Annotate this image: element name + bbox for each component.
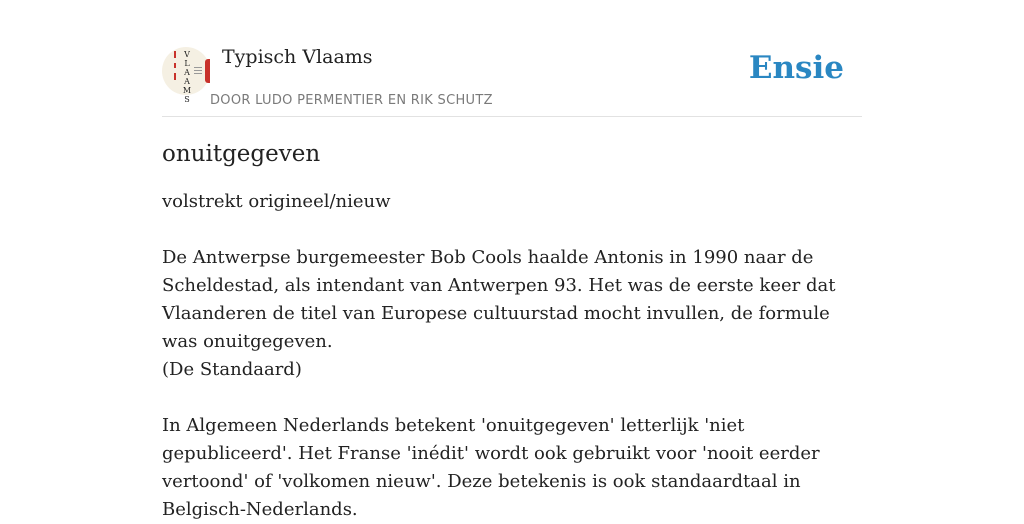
book-authors: DOOR LUDO PERMENTIER EN RIK SCHUTZ [210, 93, 493, 108]
logo-fine-text [194, 70, 202, 71]
logo-red-tab [205, 59, 210, 83]
logo-accent-line [174, 73, 176, 80]
entry-definition: volstrekt origineel/nieuw [162, 191, 391, 212]
logo-letters: V L A A M S [182, 50, 192, 104]
ensie-brand-link[interactable]: Ensie [748, 50, 844, 86]
entry-word: onuitgegeven [162, 141, 321, 167]
entry-example [162, 244, 862, 384]
header [162, 44, 862, 117]
entry-content [162, 136, 862, 524]
logo-fine-text [194, 67, 202, 68]
logo-accent-line [174, 63, 176, 68]
book-title-link[interactable]: Typisch Vlaams [222, 46, 373, 68]
book-cover-icon[interactable] [162, 47, 210, 104]
example-text: De Antwerpse burgemeester Bob Cools haalde Antonis in 1990 naar de Scheldestad, als intendant van Antwerpen 93. Het was de eerste keer dat Vlaanderen de titel van Europese cultuurstad mocht invullen, de formule was onuitgegeven. [162, 247, 836, 352]
entry-explanation: In Algemeen Nederlands betekent 'onuitgegeven' letterlijk 'niet gepubliceerd'. Het Franse 'inédit' wordt ook gebruikt voor 'nooit eerder vertoond' of 'volkomen nieuw'. Deze betekenis is ook standaardtaal in Belgisch-Nederlands. [162, 415, 820, 520]
logo-accent-line [174, 51, 176, 58]
logo-fine-text [194, 73, 202, 74]
example-source: (De Standaard) [162, 359, 302, 380]
